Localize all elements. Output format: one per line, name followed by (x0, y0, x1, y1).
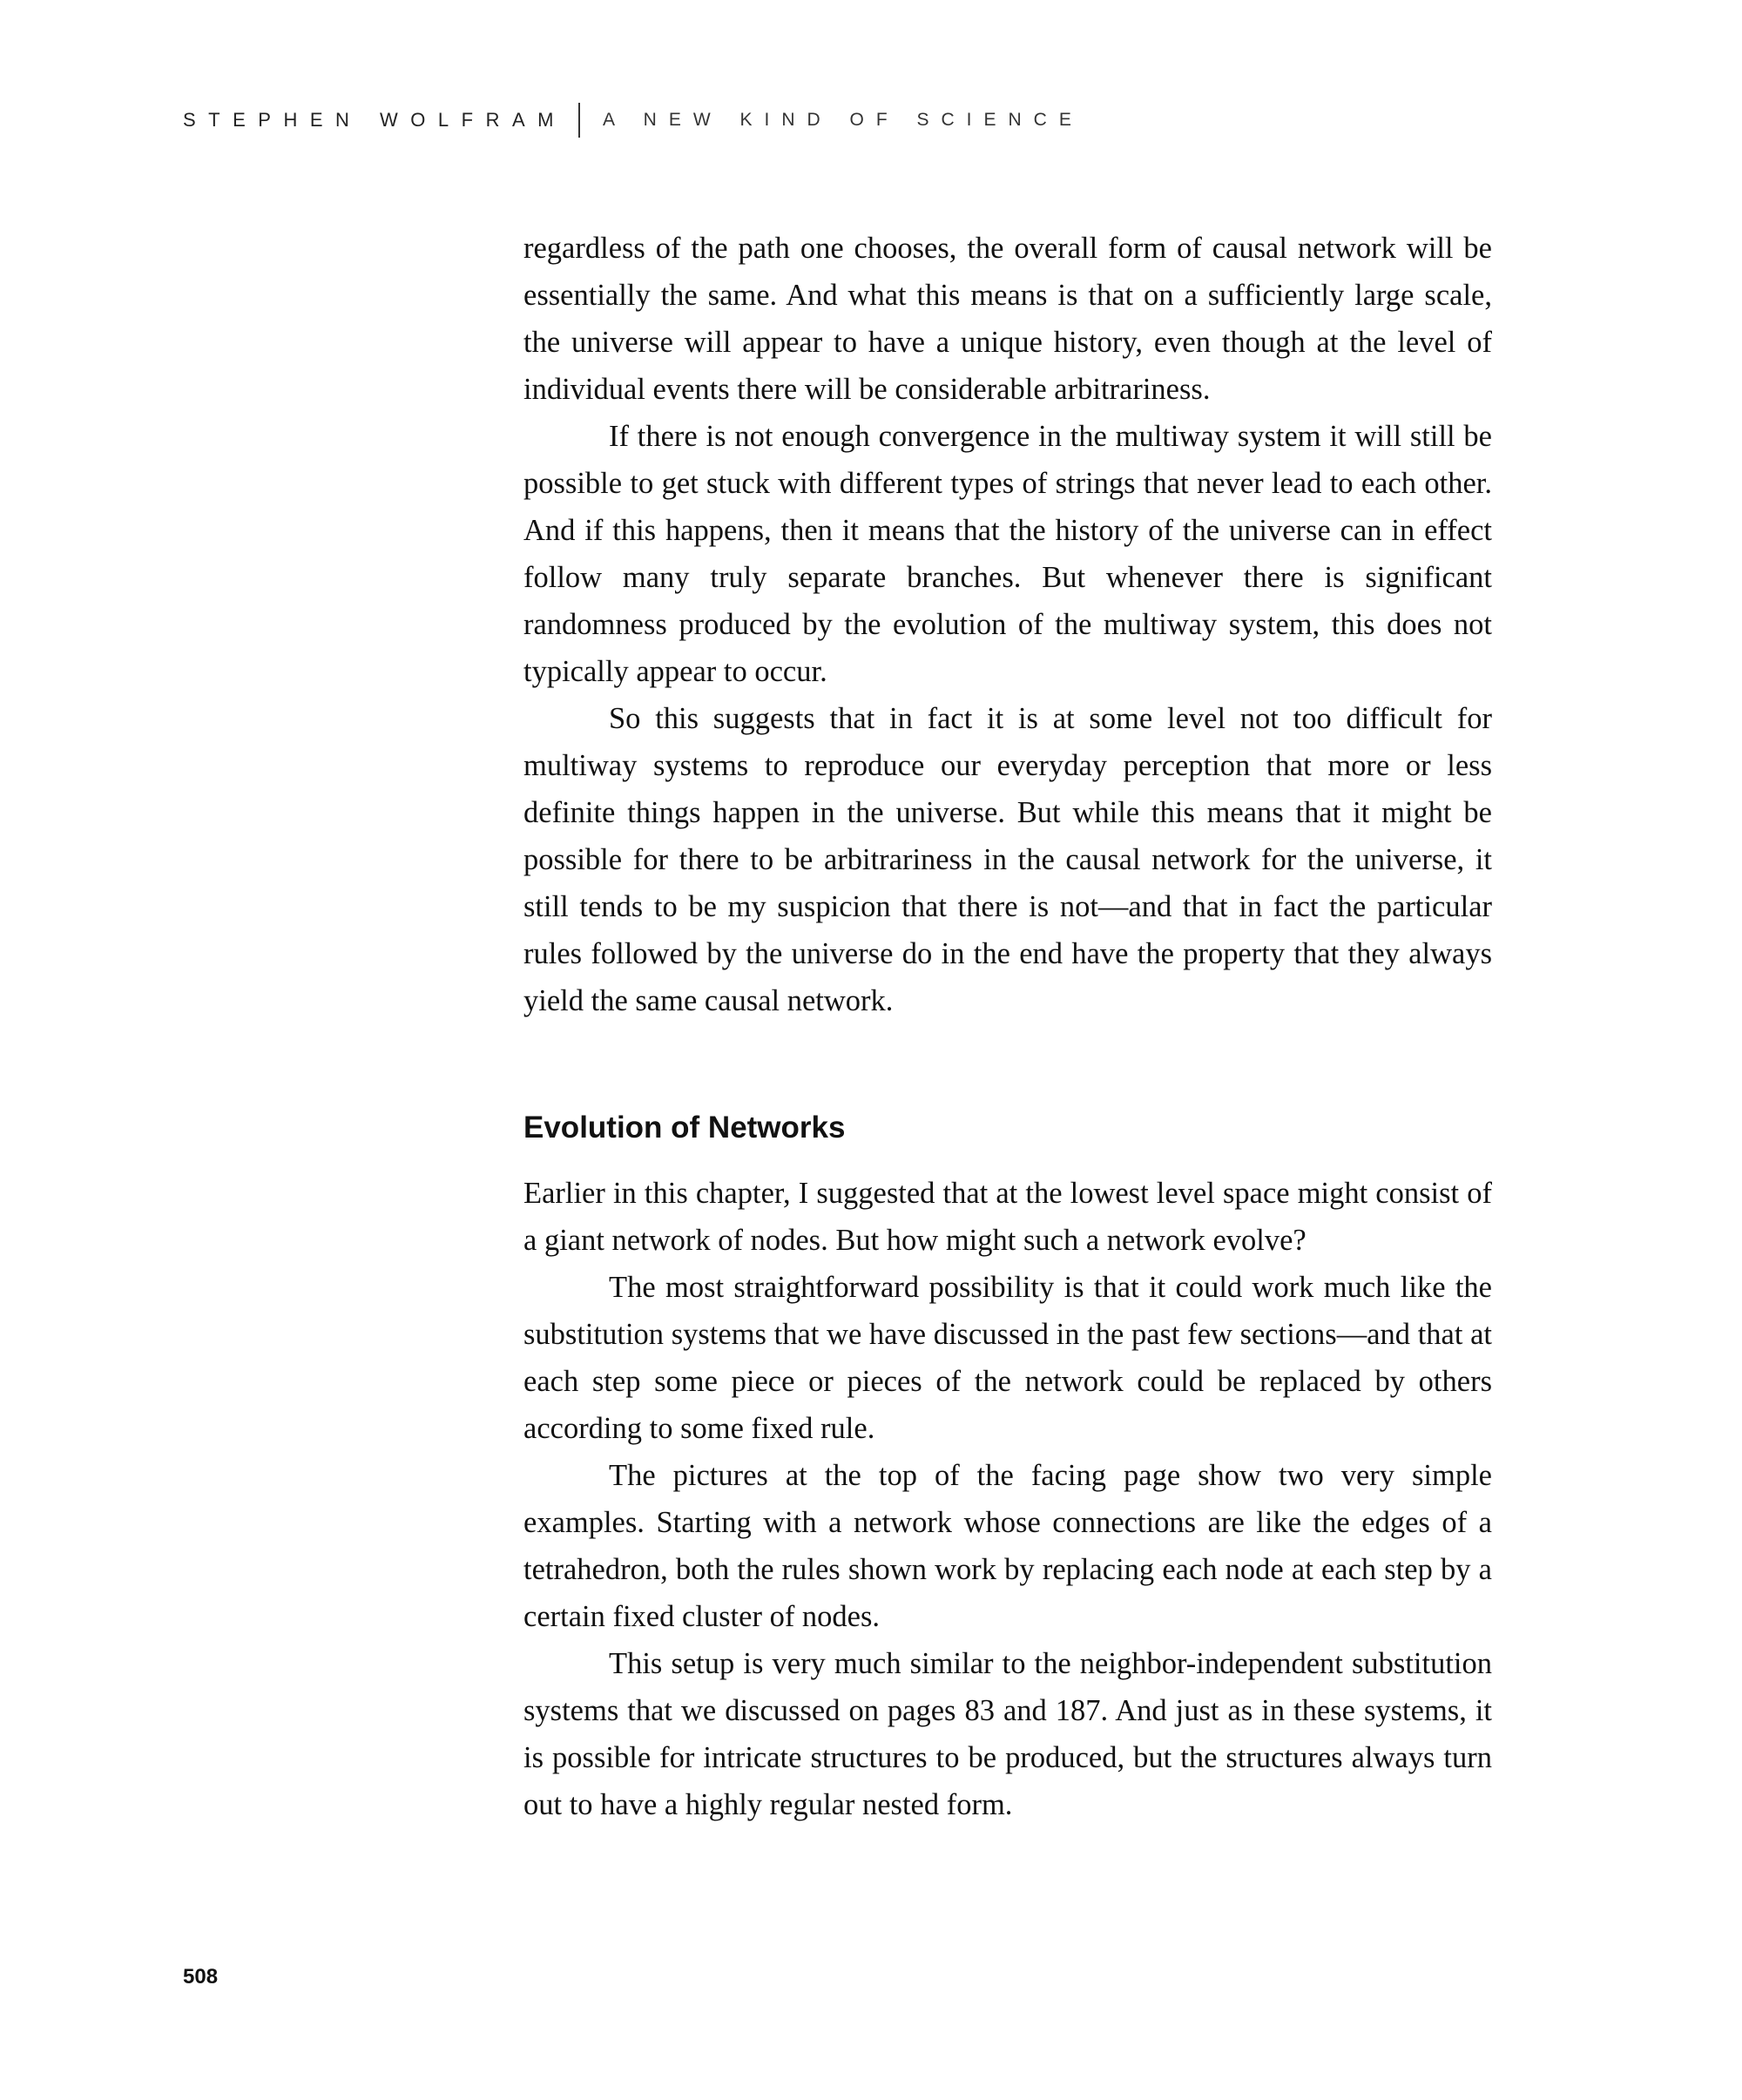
body-text-section (523, 1170, 1492, 1828)
header-separator (578, 103, 580, 138)
paragraph: If there is not enough convergence in the multiway system it will still be possible to get stuck with different types of strings that never lead to each other. And if this happens, then it means that the history of the universe can in effect follow many truly separate branches. But whenever there is significant randomness produced by the evolution of the multiway system, this does not typically appear to occur. (523, 420, 1492, 688)
paragraph: The most straightforward possibility is that it could work much like the substitution systems that we have discussed in the past few sections—and that at each step some piece or pieces of the network could be replaced by others according to some fixed rule. (523, 1271, 1492, 1445)
page-number: 508 (183, 1965, 219, 1989)
section-heading: Evolution of Networks (523, 1111, 846, 1145)
book-title: A NEW KIND OF SCIENCE (602, 110, 1084, 130)
running-head (183, 103, 1084, 138)
paragraph: The pictures at the top of the facing page show two very simple examples. Starting with a network whose connections are like the edges of a tetrahedron, both the rules shown work by replacing each node at each step by a certain fixed cluster of nodes. (523, 1459, 1492, 1633)
author-name: STEPHEN WOLFRAM (183, 109, 566, 131)
body-text-top (523, 225, 1492, 1024)
paragraph: This setup is very much similar to the neighbor-independent substitution systems that we discussed on pages 83 and 187. And just as in these systems, it is possible for intricate structures to be produced, but the structures always turn out to have a highly regular nested form. (523, 1647, 1492, 1821)
paragraph-first: Earlier in this chapter, I suggested that at the lowest level space might consist of a giant network of nodes. But how might such a network evolve? (523, 1177, 1492, 1257)
paragraph: So this suggests that in fact it is at some level not too difficult for multiway systems to reproduce our everyday perception that more or less definite things happen in the universe. But while this means that it might be possible for there to be arbitrariness in the causal network for the universe, it still tends to be my suspicion that there is not—and that in fact the particular rules followed by the universe do in the end have the property that they always yield the same causal network. (523, 702, 1492, 1017)
paragraph-continued: regardless of the path one chooses, the overall form of causal network will be essentially the same. And what this means is that on a sufficiently large scale, the universe will appear to have a unique history, even though at the level of individual events there will be considerable arbitrariness. (523, 232, 1492, 406)
